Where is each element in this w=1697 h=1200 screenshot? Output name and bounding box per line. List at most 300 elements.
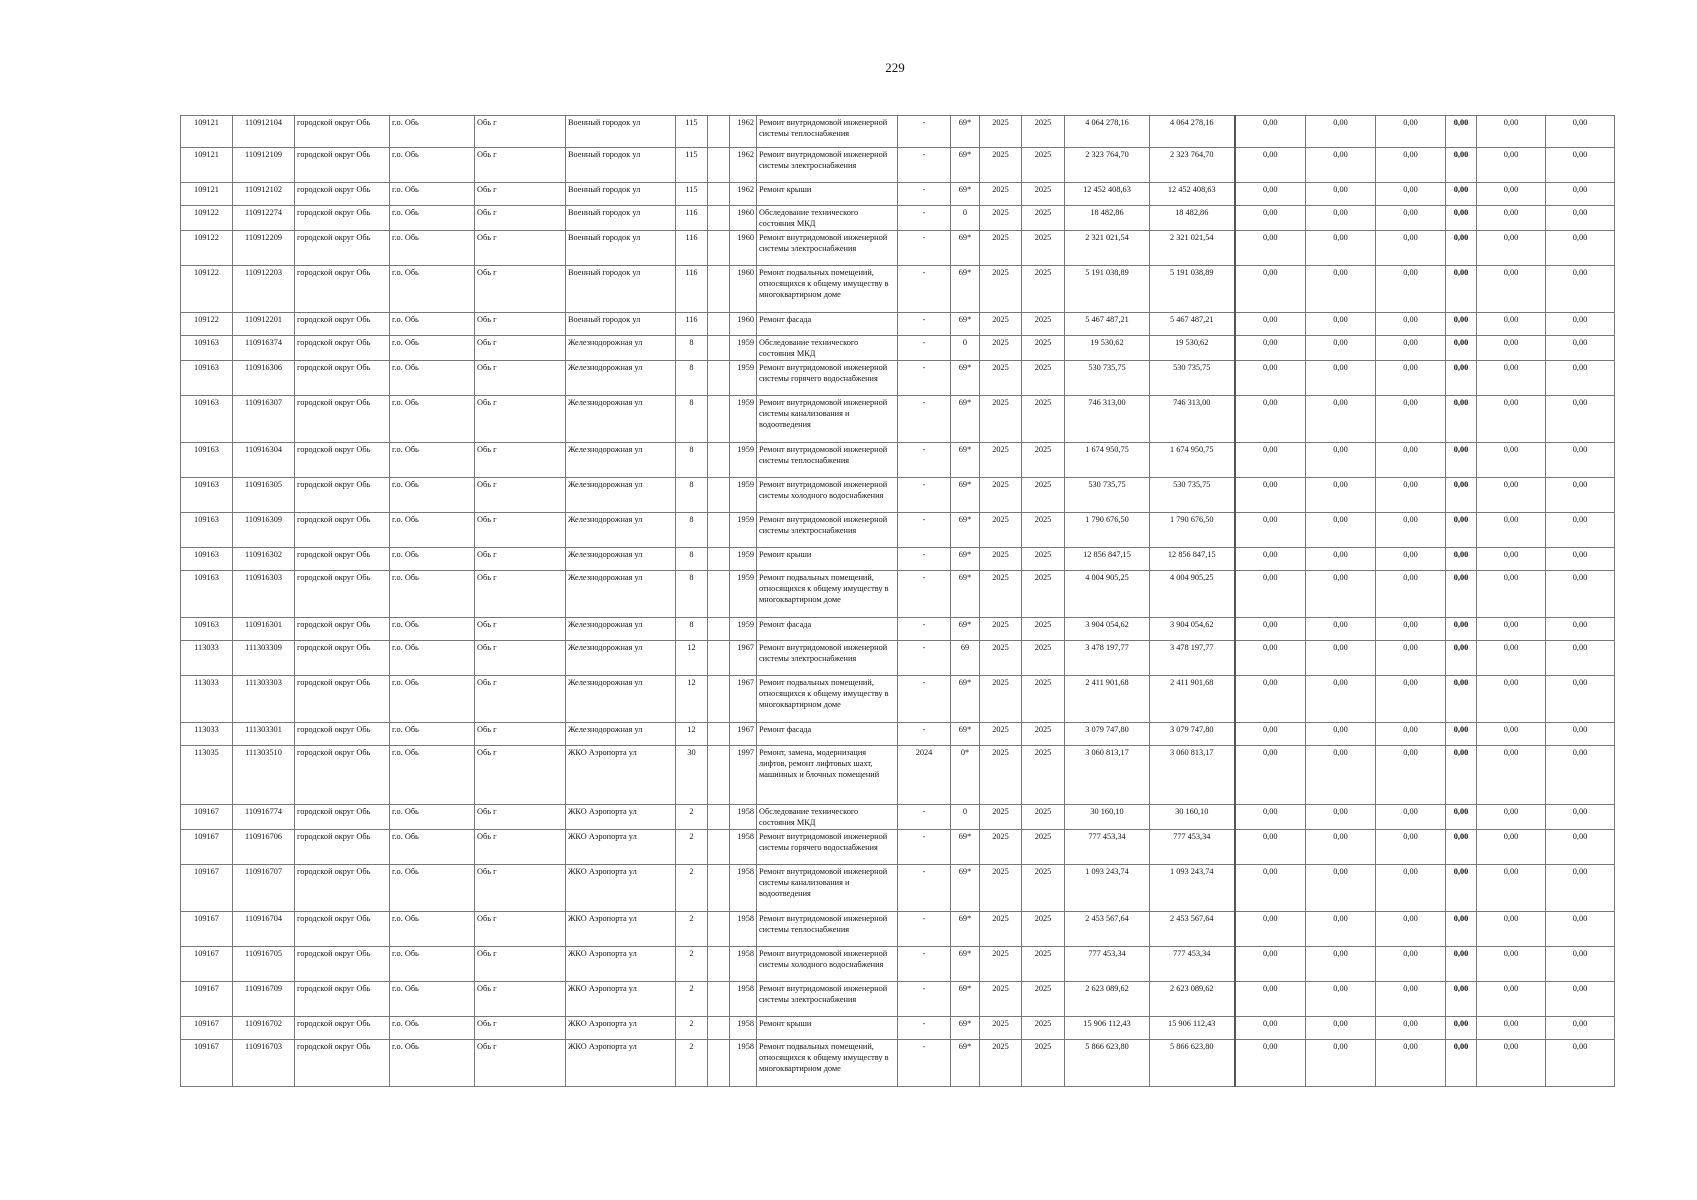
cell-f1: 0,00 — [1235, 676, 1306, 723]
cell-corp — [708, 865, 730, 912]
cell-code: 110912203 — [233, 266, 295, 313]
cell-f2: 0,00 — [1306, 148, 1376, 183]
cell-f5: 0,00 — [1477, 206, 1546, 231]
cell-f5: 0,00 — [1477, 746, 1546, 805]
cell-f3: 0,00 — [1376, 513, 1446, 548]
cell-municipality: г.о. Обь — [390, 313, 475, 336]
cell-f4: 0,00 — [1446, 618, 1477, 641]
table-row — [181, 361, 1615, 396]
cell-cost: 530 735,75 — [1065, 478, 1150, 513]
cell-district: городской округ Обь — [295, 865, 390, 912]
cell-wear: 69* — [951, 947, 980, 982]
cell-end: 2025 — [1022, 830, 1065, 865]
cell-city: Обь г — [475, 982, 566, 1017]
cell-total: 746 313,00 — [1150, 396, 1235, 443]
cell-city: Обь г — [475, 548, 566, 571]
cell-end: 2025 — [1022, 805, 1065, 830]
cell-street: Железнодорожная ул — [566, 361, 676, 396]
cell-district: городской округ Обь — [295, 548, 390, 571]
cell-year: 1959 — [730, 336, 757, 361]
cell-cost: 1 674 950,75 — [1065, 443, 1150, 478]
cell-f5: 0,00 — [1477, 805, 1546, 830]
cell-f1: 0,00 — [1235, 618, 1306, 641]
cell-year: 1958 — [730, 1040, 757, 1087]
cell-f6: 0,00 — [1546, 548, 1615, 571]
cell-id: 109122 — [181, 231, 233, 266]
cell-f1: 0,00 — [1235, 641, 1306, 676]
cell-wear: 0 — [951, 336, 980, 361]
cell-municipality: г.о. Обь — [390, 1040, 475, 1087]
cell-f2: 0,00 — [1306, 396, 1376, 443]
cell-f1: 0,00 — [1235, 1017, 1306, 1040]
cell-corp — [708, 478, 730, 513]
cell-house: 116 — [676, 313, 708, 336]
cell-f1: 0,00 — [1235, 982, 1306, 1017]
cell-f5: 0,00 — [1477, 676, 1546, 723]
cell-wear: 69* — [951, 865, 980, 912]
cell-f3: 0,00 — [1376, 148, 1446, 183]
cell-house: 2 — [676, 947, 708, 982]
cell-f5: 0,00 — [1477, 183, 1546, 206]
cell-f4: 0,00 — [1446, 865, 1477, 912]
cell-end: 2025 — [1022, 571, 1065, 618]
cell-work: Ремонт подвальных помещений, относящихся к общему имуществу в многоквартирном доме — [757, 571, 898, 618]
table-row — [181, 513, 1615, 548]
cell-district: городской округ Обь — [295, 361, 390, 396]
cell-end: 2025 — [1022, 641, 1065, 676]
cell-f6: 0,00 — [1546, 266, 1615, 313]
cell-f6: 0,00 — [1546, 746, 1615, 805]
cell-street: Железнодорожная ул — [566, 513, 676, 548]
cell-house: 12 — [676, 641, 708, 676]
cell-house: 12 — [676, 723, 708, 746]
table-row — [181, 206, 1615, 231]
cell-city: Обь г — [475, 183, 566, 206]
cell-year: 1959 — [730, 478, 757, 513]
cell-start: 2025 — [980, 805, 1022, 830]
cell-work: Ремонт фасада — [757, 723, 898, 746]
cell-f5: 0,00 — [1477, 116, 1546, 148]
cell-prev: - — [898, 148, 951, 183]
cell-total: 777 453,34 — [1150, 830, 1235, 865]
cell-code: 110912201 — [233, 313, 295, 336]
table-row — [181, 723, 1615, 746]
cell-wear: 69* — [951, 116, 980, 148]
cell-f3: 0,00 — [1376, 805, 1446, 830]
cell-wear: 69* — [951, 618, 980, 641]
cell-id: 109122 — [181, 206, 233, 231]
cell-wear: 69* — [951, 478, 980, 513]
cell-city: Обь г — [475, 947, 566, 982]
cell-cost: 15 906 112,43 — [1065, 1017, 1150, 1040]
cell-f3: 0,00 — [1376, 1040, 1446, 1087]
cell-city: Обь г — [475, 231, 566, 266]
cell-id: 109167 — [181, 1040, 233, 1087]
cell-f2: 0,00 — [1306, 336, 1376, 361]
cell-cost: 5 866 623,80 — [1065, 1040, 1150, 1087]
cell-municipality: г.о. Обь — [390, 361, 475, 396]
cell-f2: 0,00 — [1306, 618, 1376, 641]
cell-prev: - — [898, 641, 951, 676]
cell-work: Ремонт внутридомовой инженерной системы холодного водоснабжения — [757, 947, 898, 982]
cell-f4: 0,00 — [1446, 478, 1477, 513]
cell-wear: 0 — [951, 805, 980, 830]
cell-f6: 0,00 — [1546, 947, 1615, 982]
cell-f3: 0,00 — [1376, 478, 1446, 513]
cell-f2: 0,00 — [1306, 1040, 1376, 1087]
cell-corp — [708, 830, 730, 865]
cell-f5: 0,00 — [1477, 723, 1546, 746]
cell-city: Обь г — [475, 313, 566, 336]
cell-cost: 1 093 243,74 — [1065, 865, 1150, 912]
cell-house: 116 — [676, 266, 708, 313]
cell-end: 2025 — [1022, 313, 1065, 336]
cell-work: Ремонт внутридомовой инженерной системы электроснабжения — [757, 231, 898, 266]
cell-street: Железнодорожная ул — [566, 336, 676, 361]
cell-f1: 0,00 — [1235, 148, 1306, 183]
cell-end: 2025 — [1022, 266, 1065, 313]
cell-f3: 0,00 — [1376, 116, 1446, 148]
cell-f2: 0,00 — [1306, 805, 1376, 830]
cell-cost: 3 060 813,17 — [1065, 746, 1150, 805]
cell-prev: - — [898, 396, 951, 443]
cell-start: 2025 — [980, 676, 1022, 723]
cell-f6: 0,00 — [1546, 723, 1615, 746]
cell-year: 1962 — [730, 116, 757, 148]
cell-f6: 0,00 — [1546, 618, 1615, 641]
cell-corp — [708, 1040, 730, 1087]
cell-code: 110916309 — [233, 513, 295, 548]
cell-end: 2025 — [1022, 548, 1065, 571]
cell-start: 2025 — [980, 231, 1022, 266]
cell-total: 2 411 901,68 — [1150, 676, 1235, 723]
cell-work: Ремонт внутридомовой инженерной системы электроснабжения — [757, 148, 898, 183]
cell-f4: 0,00 — [1446, 548, 1477, 571]
cell-f1: 0,00 — [1235, 805, 1306, 830]
cell-total: 2 321 021,54 — [1150, 231, 1235, 266]
cell-f2: 0,00 — [1306, 478, 1376, 513]
cell-house: 115 — [676, 116, 708, 148]
cell-f4: 0,00 — [1446, 1017, 1477, 1040]
cell-district: городской округ Обь — [295, 982, 390, 1017]
cell-f1: 0,00 — [1235, 830, 1306, 865]
cell-f4: 0,00 — [1446, 912, 1477, 947]
cell-corp — [708, 805, 730, 830]
cell-cost: 30 160,10 — [1065, 805, 1150, 830]
cell-work: Ремонт подвальных помещений, относящихся к общему имуществу в многоквартирном доме — [757, 266, 898, 313]
cell-district: городской округ Обь — [295, 266, 390, 313]
cell-wear: 69* — [951, 148, 980, 183]
cell-id: 109167 — [181, 830, 233, 865]
cell-work: Ремонт внутридомовой инженерной системы холодного водоснабжения — [757, 478, 898, 513]
cell-f2: 0,00 — [1306, 513, 1376, 548]
cell-cost: 3 478 197,77 — [1065, 641, 1150, 676]
cell-code: 110916306 — [233, 361, 295, 396]
cell-f1: 0,00 — [1235, 231, 1306, 266]
cell-end: 2025 — [1022, 746, 1065, 805]
cell-corp — [708, 513, 730, 548]
cell-corp — [708, 548, 730, 571]
cell-f5: 0,00 — [1477, 571, 1546, 618]
cell-city: Обь г — [475, 1040, 566, 1087]
cell-f6: 0,00 — [1546, 1017, 1615, 1040]
cell-work: Ремонт фасада — [757, 313, 898, 336]
cell-district: городской округ Обь — [295, 676, 390, 723]
cell-city: Обь г — [475, 746, 566, 805]
cell-house: 8 — [676, 443, 708, 478]
cell-cost: 4 064 278,16 — [1065, 116, 1150, 148]
cell-end: 2025 — [1022, 443, 1065, 478]
cell-f6: 0,00 — [1546, 336, 1615, 361]
cell-start: 2025 — [980, 313, 1022, 336]
cell-code: 110916705 — [233, 947, 295, 982]
cell-start: 2025 — [980, 548, 1022, 571]
cell-id: 109163 — [181, 396, 233, 443]
cell-total: 2 323 764,70 — [1150, 148, 1235, 183]
cell-f6: 0,00 — [1546, 478, 1615, 513]
cell-total: 12 452 408,63 — [1150, 183, 1235, 206]
cell-wear: 69* — [951, 443, 980, 478]
cell-municipality: г.о. Обь — [390, 947, 475, 982]
cell-id: 113033 — [181, 676, 233, 723]
cell-id: 109163 — [181, 513, 233, 548]
cell-f5: 0,00 — [1477, 443, 1546, 478]
cell-f4: 0,00 — [1446, 805, 1477, 830]
cell-f1: 0,00 — [1235, 548, 1306, 571]
table-row — [181, 548, 1615, 571]
cell-prev: - — [898, 676, 951, 723]
cell-district: городской округ Обь — [295, 478, 390, 513]
cell-prev: - — [898, 513, 951, 548]
cell-municipality: г.о. Обь — [390, 336, 475, 361]
cell-f4: 0,00 — [1446, 183, 1477, 206]
cell-municipality: г.о. Обь — [390, 548, 475, 571]
cell-f3: 0,00 — [1376, 396, 1446, 443]
table-row — [181, 618, 1615, 641]
cell-code: 110916704 — [233, 912, 295, 947]
cell-id: 109163 — [181, 478, 233, 513]
cell-city: Обь г — [475, 830, 566, 865]
cell-prev: - — [898, 361, 951, 396]
cell-municipality: г.о. Обь — [390, 513, 475, 548]
cell-id: 109163 — [181, 361, 233, 396]
cell-f6: 0,00 — [1546, 676, 1615, 723]
cell-prev: - — [898, 336, 951, 361]
cell-f3: 0,00 — [1376, 443, 1446, 478]
table-row — [181, 148, 1615, 183]
cell-corp — [708, 641, 730, 676]
cell-municipality: г.о. Обь — [390, 676, 475, 723]
cell-work: Ремонт внутридомовой инженерной системы электроснабжения — [757, 641, 898, 676]
cell-city: Обь г — [475, 148, 566, 183]
cell-house: 116 — [676, 231, 708, 266]
cell-corp — [708, 912, 730, 947]
cell-f3: 0,00 — [1376, 746, 1446, 805]
cell-start: 2025 — [980, 266, 1022, 313]
cell-end: 2025 — [1022, 231, 1065, 266]
cell-start: 2025 — [980, 336, 1022, 361]
cell-total: 4 004 905,25 — [1150, 571, 1235, 618]
cell-municipality: г.о. Обь — [390, 618, 475, 641]
cell-cost: 18 482,86 — [1065, 206, 1150, 231]
cell-f2: 0,00 — [1306, 641, 1376, 676]
cell-f1: 0,00 — [1235, 912, 1306, 947]
cell-id: 109121 — [181, 183, 233, 206]
cell-city: Обь г — [475, 723, 566, 746]
cell-house: 8 — [676, 571, 708, 618]
cell-house: 8 — [676, 478, 708, 513]
cell-code: 110916774 — [233, 805, 295, 830]
cell-f5: 0,00 — [1477, 830, 1546, 865]
cell-f1: 0,00 — [1235, 183, 1306, 206]
cell-start: 2025 — [980, 443, 1022, 478]
cell-f4: 0,00 — [1446, 396, 1477, 443]
cell-municipality: г.о. Обь — [390, 116, 475, 148]
cell-id: 109167 — [181, 982, 233, 1017]
cell-street: Железнодорожная ул — [566, 641, 676, 676]
cell-corp — [708, 183, 730, 206]
cell-prev: - — [898, 313, 951, 336]
table-row — [181, 396, 1615, 443]
cell-house: 8 — [676, 336, 708, 361]
cell-prev: - — [898, 830, 951, 865]
cell-end: 2025 — [1022, 1017, 1065, 1040]
cell-end: 2025 — [1022, 396, 1065, 443]
cell-f1: 0,00 — [1235, 396, 1306, 443]
cell-f4: 0,00 — [1446, 571, 1477, 618]
cell-city: Обь г — [475, 266, 566, 313]
cell-f6: 0,00 — [1546, 116, 1615, 148]
cell-total: 2 623 089,62 — [1150, 982, 1235, 1017]
cell-municipality: г.о. Обь — [390, 746, 475, 805]
cell-prev: - — [898, 548, 951, 571]
cell-city: Обь г — [475, 865, 566, 912]
cell-f2: 0,00 — [1306, 1017, 1376, 1040]
table-row — [181, 336, 1615, 361]
cell-city: Обь г — [475, 676, 566, 723]
cell-f5: 0,00 — [1477, 618, 1546, 641]
cell-city: Обь г — [475, 206, 566, 231]
cell-work: Ремонт внутридомовой инженерной системы горячего водоснабжения — [757, 361, 898, 396]
cell-year: 1959 — [730, 548, 757, 571]
cell-corp — [708, 1017, 730, 1040]
cell-f3: 0,00 — [1376, 830, 1446, 865]
cell-wear: 69* — [951, 231, 980, 266]
cell-f4: 0,00 — [1446, 641, 1477, 676]
cell-work: Ремонт внутридомовой инженерной системы теплоснабжения — [757, 116, 898, 148]
cell-f1: 0,00 — [1235, 266, 1306, 313]
table-row — [181, 982, 1615, 1017]
cell-cost: 1 790 676,50 — [1065, 513, 1150, 548]
cell-year: 1958 — [730, 865, 757, 912]
cell-municipality: г.о. Обь — [390, 206, 475, 231]
cell-f5: 0,00 — [1477, 336, 1546, 361]
cell-end: 2025 — [1022, 1040, 1065, 1087]
cell-city: Обь г — [475, 396, 566, 443]
cell-district: городской округ Обь — [295, 443, 390, 478]
cell-prev: - — [898, 266, 951, 313]
cell-year: 1958 — [730, 982, 757, 1017]
cell-code: 110916709 — [233, 982, 295, 1017]
cell-work: Ремонт крыши — [757, 548, 898, 571]
cell-cost: 746 313,00 — [1065, 396, 1150, 443]
cell-city: Обь г — [475, 336, 566, 361]
cell-f2: 0,00 — [1306, 865, 1376, 912]
cell-code: 110916305 — [233, 478, 295, 513]
cell-f1: 0,00 — [1235, 443, 1306, 478]
cell-f2: 0,00 — [1306, 443, 1376, 478]
cell-municipality: г.о. Обь — [390, 830, 475, 865]
cell-start: 2025 — [980, 183, 1022, 206]
cell-f3: 0,00 — [1376, 676, 1446, 723]
cell-f1: 0,00 — [1235, 1040, 1306, 1087]
cell-f2: 0,00 — [1306, 947, 1376, 982]
cell-house: 2 — [676, 1040, 708, 1087]
cell-f4: 0,00 — [1446, 746, 1477, 805]
cell-street: ЖКО Аэропорта ул — [566, 947, 676, 982]
cell-street: Военный городок ул — [566, 183, 676, 206]
cell-id: 109163 — [181, 443, 233, 478]
cell-corp — [708, 148, 730, 183]
cell-house: 2 — [676, 982, 708, 1017]
cell-f4: 0,00 — [1446, 723, 1477, 746]
cell-id: 109122 — [181, 266, 233, 313]
cell-start: 2025 — [980, 116, 1022, 148]
cell-f6: 0,00 — [1546, 571, 1615, 618]
table-row — [181, 266, 1615, 313]
cell-year: 1997 — [730, 746, 757, 805]
cell-f5: 0,00 — [1477, 396, 1546, 443]
cell-corp — [708, 396, 730, 443]
cell-wear: 0 — [951, 206, 980, 231]
cell-city: Обь г — [475, 912, 566, 947]
cell-f2: 0,00 — [1306, 231, 1376, 266]
cell-municipality: г.о. Обь — [390, 443, 475, 478]
cell-f4: 0,00 — [1446, 266, 1477, 313]
cell-municipality: г.о. Обь — [390, 266, 475, 313]
cell-total: 5 467 487,21 — [1150, 313, 1235, 336]
cell-f3: 0,00 — [1376, 912, 1446, 947]
cell-municipality: г.о. Обь — [390, 396, 475, 443]
cell-street: Железнодорожная ул — [566, 571, 676, 618]
cell-id: 113033 — [181, 723, 233, 746]
table-row — [181, 313, 1615, 336]
cell-street: Военный городок ул — [566, 206, 676, 231]
cell-city: Обь г — [475, 116, 566, 148]
cell-cost: 12 452 408,63 — [1065, 183, 1150, 206]
cell-id: 109122 — [181, 313, 233, 336]
cell-code: 110916304 — [233, 443, 295, 478]
cell-total: 30 160,10 — [1150, 805, 1235, 830]
cell-cost: 2 623 089,62 — [1065, 982, 1150, 1017]
cell-id: 109167 — [181, 1017, 233, 1040]
cell-code: 110916374 — [233, 336, 295, 361]
cell-district: городской округ Обь — [295, 313, 390, 336]
cell-f5: 0,00 — [1477, 1017, 1546, 1040]
cell-id: 109167 — [181, 912, 233, 947]
cell-street: Железнодорожная ул — [566, 723, 676, 746]
cell-year: 1967 — [730, 676, 757, 723]
cell-prev: - — [898, 805, 951, 830]
cell-f4: 0,00 — [1446, 1040, 1477, 1087]
cell-municipality: г.о. Обь — [390, 148, 475, 183]
cell-start: 2025 — [980, 982, 1022, 1017]
cell-district: городской округ Обь — [295, 571, 390, 618]
cell-house: 8 — [676, 618, 708, 641]
cell-f3: 0,00 — [1376, 231, 1446, 266]
cell-city: Обь г — [475, 478, 566, 513]
cell-f5: 0,00 — [1477, 865, 1546, 912]
